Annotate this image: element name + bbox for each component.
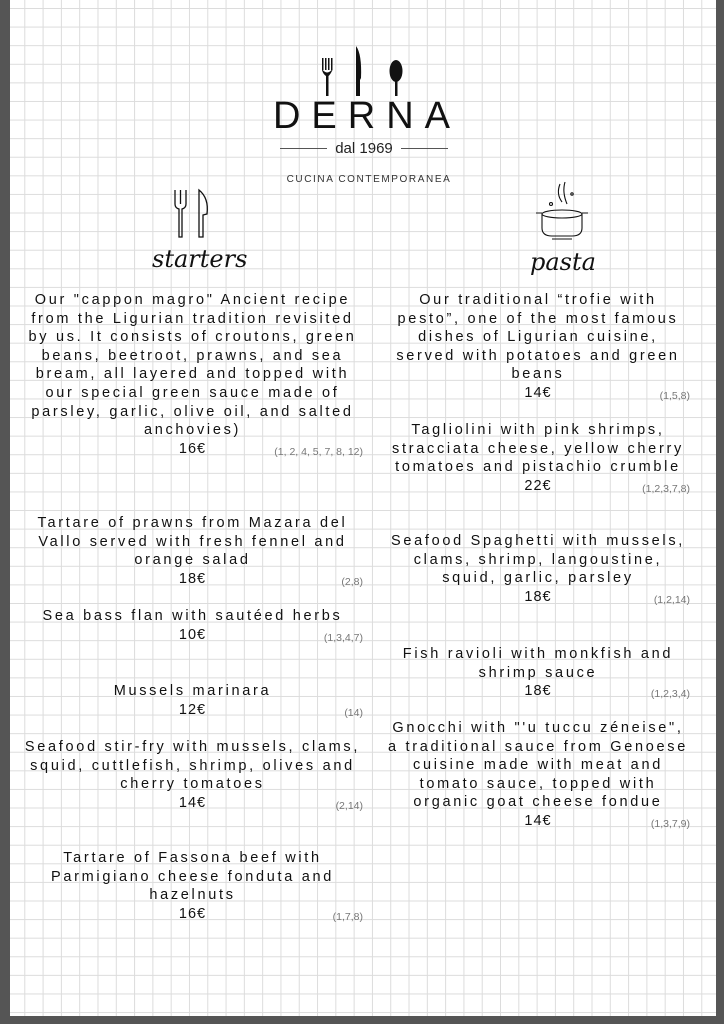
allergen-codes: (1,3,4,7) <box>323 631 363 644</box>
menu-item <box>386 719 690 831</box>
brand-name: DERNA <box>272 95 462 137</box>
pasta-heading: pasta <box>530 248 596 276</box>
dish-description: Seafood stir-fry with mussels, clams, squid, cuttlefish, shrimp, olives and cherry tomatoes <box>24 739 361 793</box>
price-row <box>22 570 363 589</box>
menu-item <box>22 607 363 644</box>
dish-description: Our "cappon magro" Ancient recipe from the Ligurian tradition revisited by us. It consists of croutons, green beans, beetroot, prawns, and sea bream, all layered and topped with our special green sauce made of parsley, garlic, olive oil, and salted anchovies) <box>28 292 357 439</box>
dish-description: Gnocchi with "'u tuccu zéneise", a traditional sauce from Genoese cuisine made with meat and tomato sauce, topped with organic goat cheese fondue <box>388 720 688 811</box>
since-text: dal 1969 <box>335 140 393 157</box>
allergen-codes: (2,8) <box>341 575 363 588</box>
dish-price: 18€ <box>524 683 552 700</box>
dish-price: 18€ <box>178 570 207 587</box>
price-row <box>22 440 363 459</box>
dish-description: Tartare of Fassona beef with Parmigiano cheese fonduta and hazelnuts <box>50 850 335 904</box>
allergen-codes: (1,7,8) <box>332 910 363 923</box>
dish-description: Tartare of prawns from Mazara del Vallo served with fresh fennel and orange salad <box>37 515 348 569</box>
allergen-codes: (1,5,8) <box>659 389 690 402</box>
dish-description: Fish ravioli with monkfish and shrimp sauce <box>402 646 674 681</box>
price-row <box>386 477 690 496</box>
menu-item <box>386 532 690 606</box>
pasta-column <box>386 0 690 1024</box>
allergen-codes: (1,2,14) <box>653 593 690 606</box>
price-row <box>386 682 690 701</box>
price-row <box>386 384 690 403</box>
dish-price: 14€ <box>524 812 552 829</box>
menu-item <box>22 738 363 812</box>
menu-item <box>22 291 363 458</box>
dish-description: Tagliolini with pink shrimps, stracciata cheese, yellow cherry tomatoes and pistachio crumble <box>392 422 684 476</box>
dish-price: 18€ <box>524 588 552 605</box>
menu-item <box>386 421 690 495</box>
allergen-codes: (2,14) <box>335 799 363 812</box>
allergen-codes: (14) <box>344 706 363 719</box>
tagline: CUCINA CONTEMPORANEA <box>286 174 452 185</box>
menu-item <box>386 291 690 403</box>
price-row <box>22 905 363 924</box>
allergen-codes: (1,2,3,7,8) <box>642 482 690 495</box>
allergen-codes: (1,3,7,9) <box>650 817 690 830</box>
starters-heading: starters <box>152 245 248 273</box>
dish-description: Sea bass flan with sautéed herbs <box>42 608 343 624</box>
menu-item <box>22 682 363 719</box>
price-row <box>22 626 363 645</box>
dish-price: 14€ <box>524 384 552 401</box>
dish-description: Our traditional “trofie with pesto”, one of the most famous dishes of Ligurian cuisine, served with potatoes and green beans <box>396 292 680 383</box>
dish-price: 16€ <box>178 440 207 457</box>
menu-item <box>22 514 363 588</box>
price-row <box>22 794 363 813</box>
starters-column <box>22 0 363 1024</box>
dish-description: Mussels marinara <box>113 683 272 699</box>
dish-description: Seafood Spaghetti with mussels, clams, shrimp, langoustine, squid, garlic, parsley <box>390 533 686 587</box>
dish-price: 16€ <box>178 905 207 922</box>
dish-price: 14€ <box>178 794 207 811</box>
price-row <box>386 812 690 831</box>
dish-price: 12€ <box>178 701 207 718</box>
price-row <box>22 701 363 720</box>
allergen-codes: (1, 2, 4, 5, 7, 8, 12) <box>274 445 363 458</box>
dish-price: 10€ <box>178 626 207 643</box>
price-row <box>386 588 690 607</box>
dish-price: 22€ <box>524 477 552 494</box>
menu-item <box>22 849 363 923</box>
menu-item <box>386 645 690 701</box>
allergen-codes: (1,2,3,4) <box>650 688 690 701</box>
